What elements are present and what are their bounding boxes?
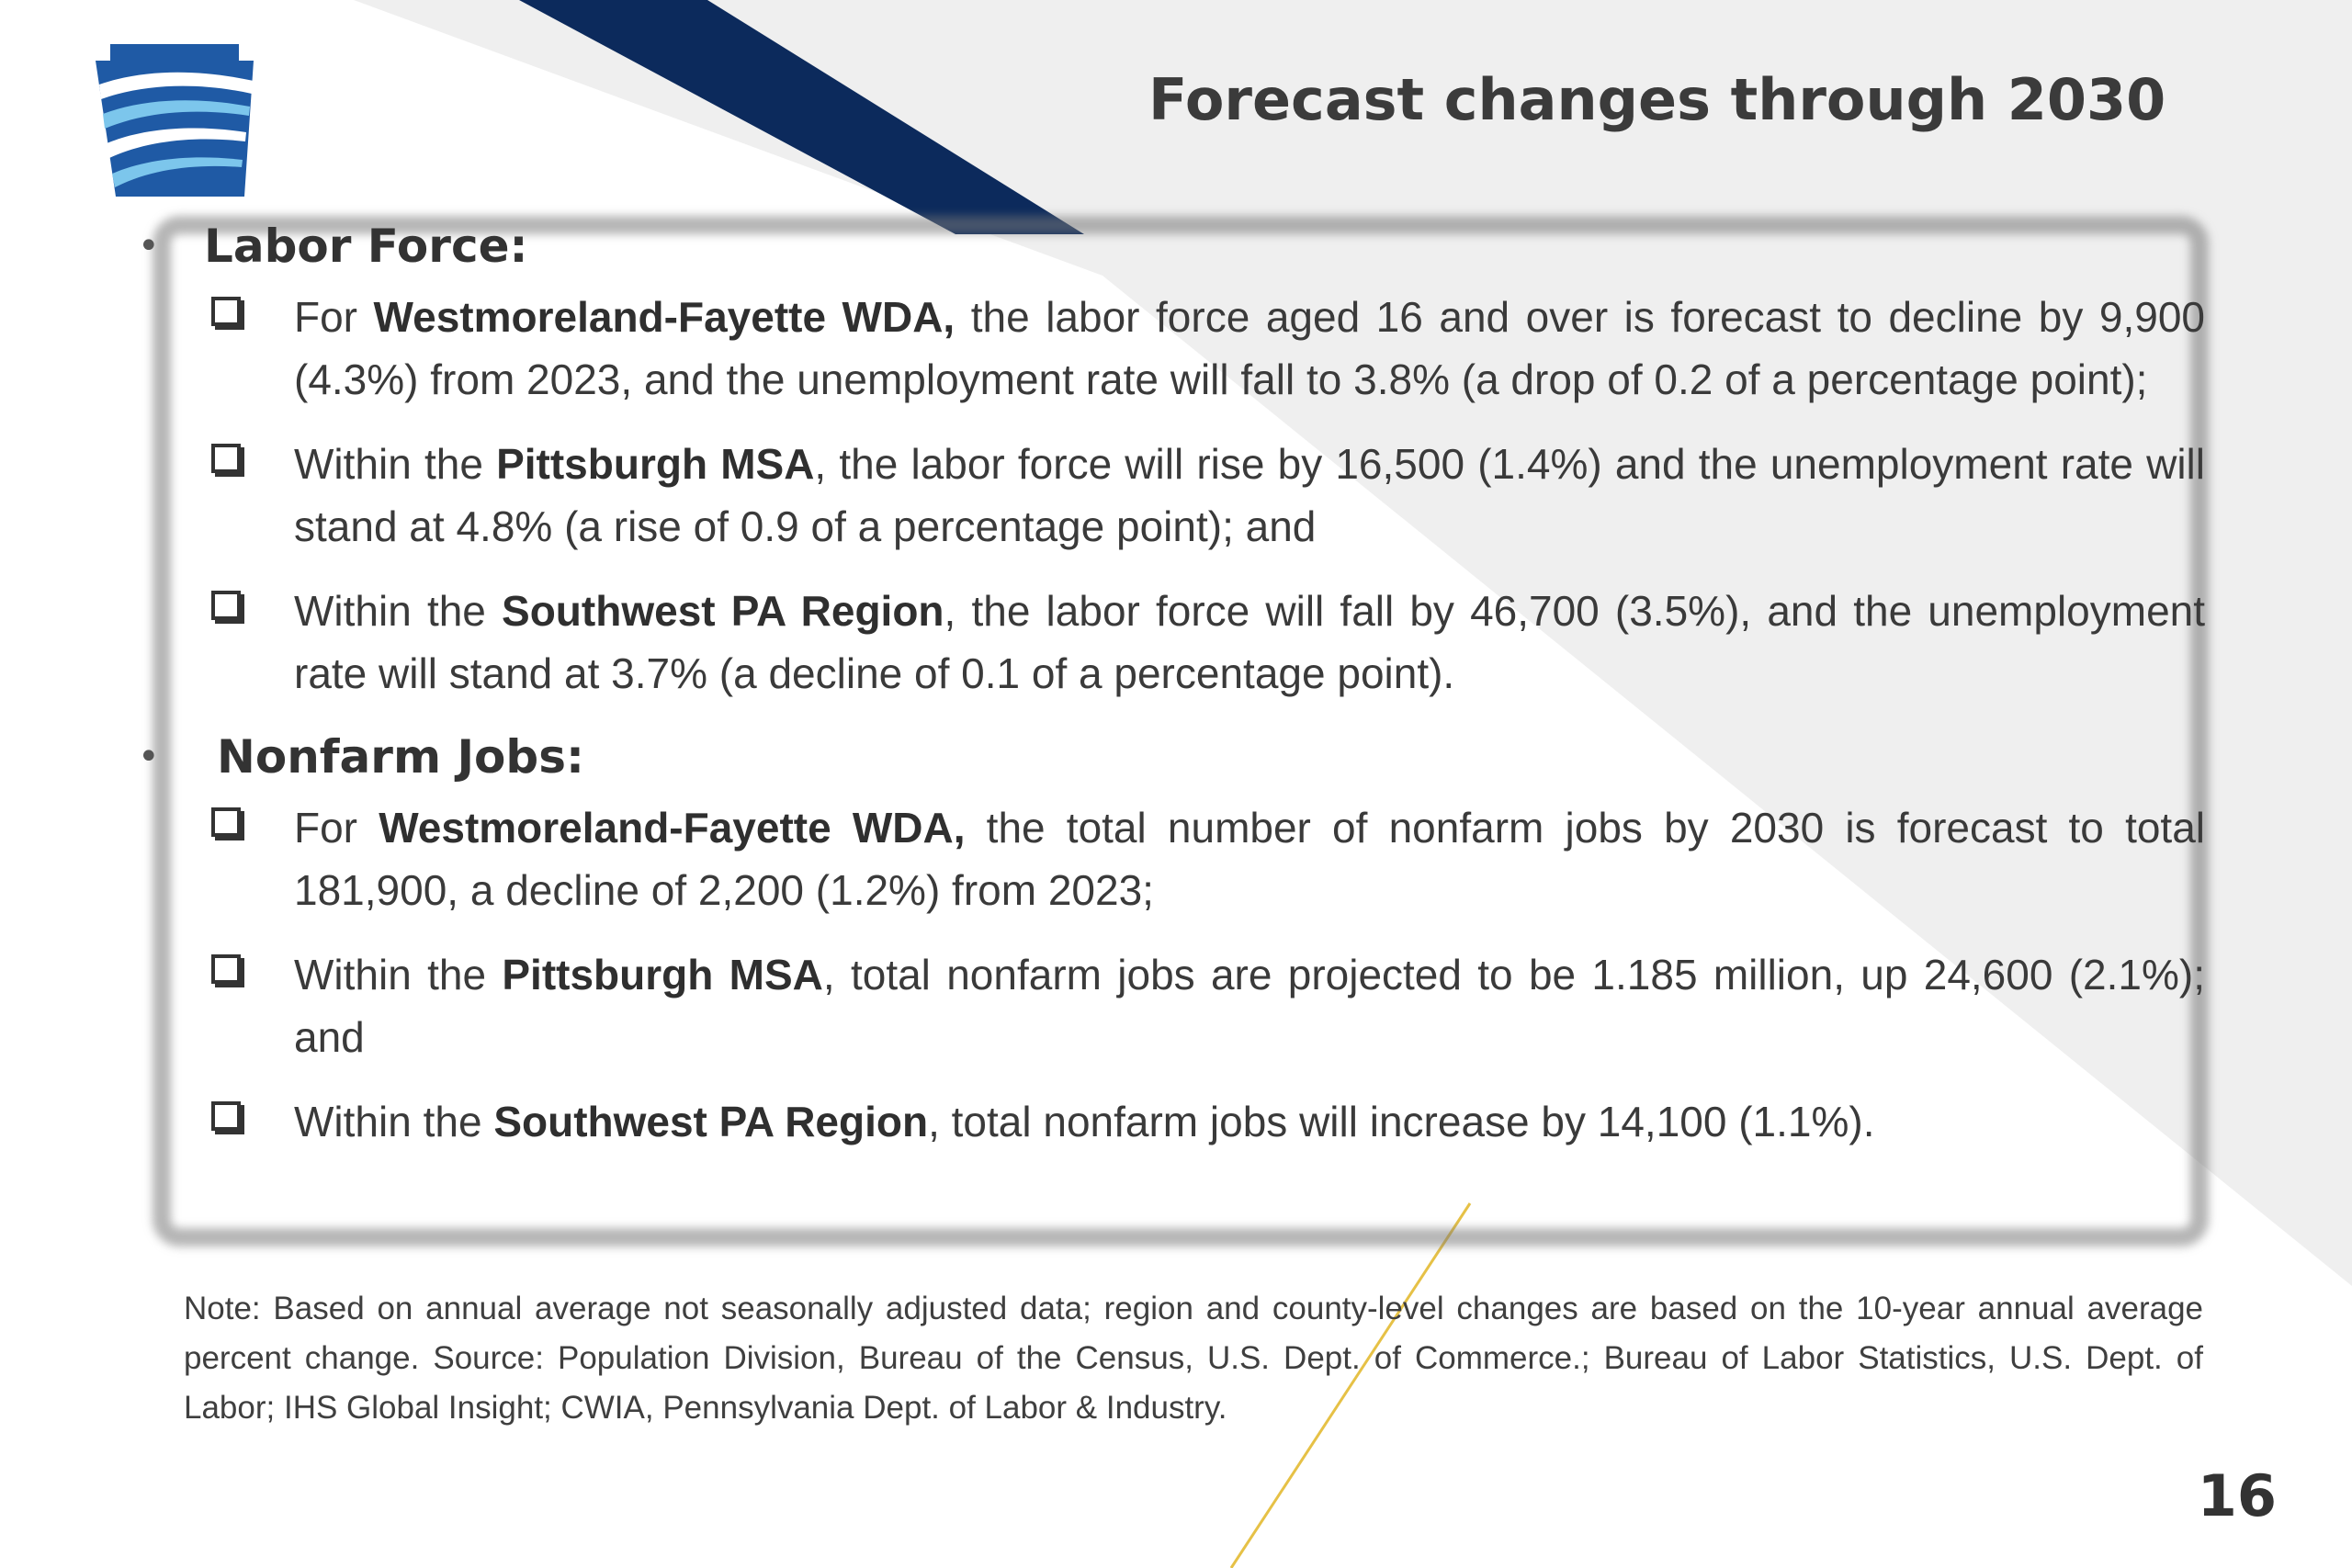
section-labor-force [138,216,2205,705]
item-text: Within the Pittsburgh MSA, total nonfarm jobs are projected to be 1.185 million, up 24,600 (2.1%); and [294,951,2206,1061]
nonfarm-jobs-list [138,796,2205,1153]
page-number: 16 [2197,1462,2277,1529]
bullet-icon: • [138,736,160,778]
checkbox-bullet-icon [211,1101,241,1131]
checkbox-bullet-icon [211,591,241,620]
bullet-icon: • [138,225,160,267]
checkbox-bullet-icon [211,807,241,837]
list-item [138,1090,2205,1153]
section-label: Labor Force: [204,220,528,273]
section-label: Nonfarm Jobs: [217,730,584,784]
item-text: For Westmoreland-Fayette WDA, the total number of nonfarm jobs by 2030 is forecast to total 181,900, a decline of 2,200 (1.2%) from 2023; [294,804,2206,914]
content-area [138,216,2205,1175]
labor-force-list [138,286,2205,705]
source-note: Note: Based on annual average not seasonally adjusted data; region and county-level changes are based on the 10-year annual average percent change. Source: Population Division, Bureau of the Census, U.S. Dept. of Commerce.; Bureau of Labor Statistics, U.S. Dept. of Labor; IHS Global Insight; CWIA, Pennsylvania Dept. of Labor & Industry. [184,1291,2203,1426]
section-nonfarm-jobs [138,727,2205,1153]
checkbox-bullet-icon [211,444,241,473]
list-item [138,286,2205,411]
checkbox-bullet-icon [211,297,241,326]
list-item [138,796,2205,921]
list-item [138,433,2205,558]
page-title: Forecast changes through 2030 [1148,66,2166,133]
item-text: Within the Southwest PA Region, the labor force will fall by 46,700 (3.5%), and the unemployment rate will stand at 3.7% (a decline of 0.1 of a percentage point). [294,587,2206,697]
item-text: For Westmoreland-Fayette WDA, the labor force aged 16 and over is forecast to decline by 9,900 (4.3%) from 2023, and the unemployment rate will fall to 3.8% (a drop of 0.2 of a percentage point); [294,293,2205,403]
list-item [138,943,2205,1068]
item-text: Within the Southwest PA Region, total nonfarm jobs will increase by 14,100 (1.1%). [294,1098,1875,1145]
list-item [138,580,2205,705]
section-header [138,727,2205,787]
section-header [138,216,2205,276]
checkbox-bullet-icon [211,954,241,984]
keystone-logo-icon [92,40,257,198]
item-text: Within the Pittsburgh MSA, the labor force will rise by 16,500 (1.4%) and the unemployment rate will stand at 4.8% (a rise of 0.9 of a percentage point); and [294,440,2205,550]
